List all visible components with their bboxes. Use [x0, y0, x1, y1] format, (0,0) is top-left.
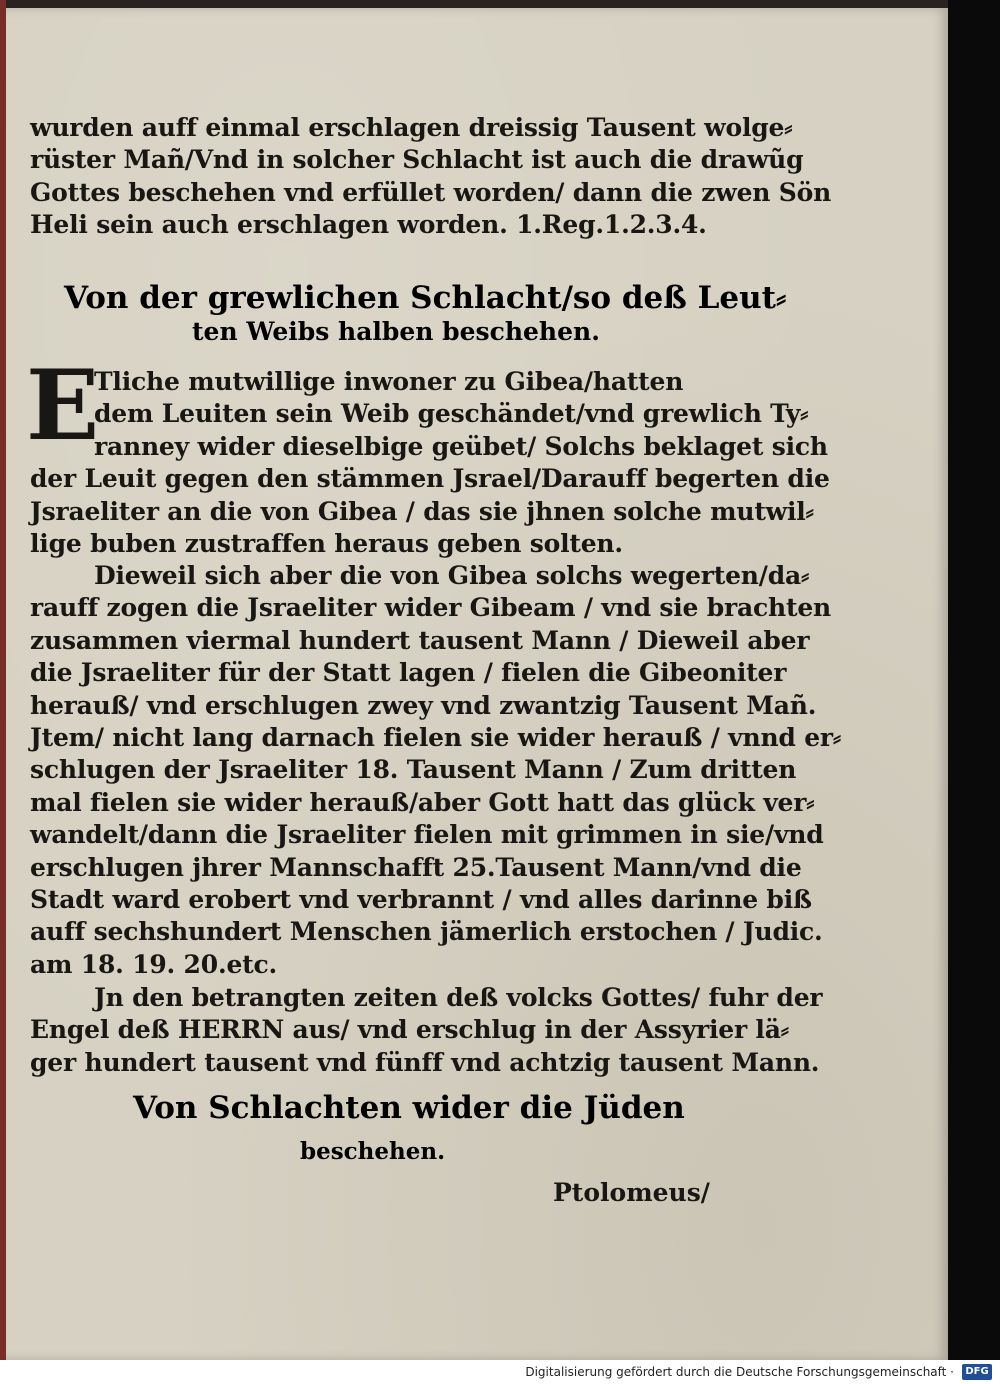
text-line: wurden auff einmal erschlagen dreissig Tausent wolge⸗ — [30, 113, 793, 142]
text-line: rüster Mañ/Vnd in solcher Schlacht ist auch die drawũg — [30, 145, 804, 175]
text-line: ranney wider dieselbige geübet/ Solchs beklaget sich — [94, 431, 828, 461]
section-heading: Von der grewlichen Schlacht/so deß Leut⸗ — [64, 280, 787, 316]
top-paragraph — [30, 112, 832, 242]
text-line: zusammen viermal hundert tausent Mann / Dieweil aber — [30, 625, 810, 655]
text-line: lige buben zustraffen heraus geben solten. — [30, 529, 623, 559]
text-line: wandelt/dann die Jsraeliter fielen mit grimmen in sie/vnd — [30, 820, 824, 850]
section-heading-continued: ten Weibs halben beschehen. — [192, 317, 600, 346]
text-line: rauff zogen die Jsraeliter wider Gibeam / vnd sie brachten — [30, 593, 832, 623]
text-line: Stadt ward erobert vnd verbrannt / vnd alles darinne biß — [30, 885, 812, 915]
initial-letter: E — [26, 349, 100, 462]
text-line: schlugen der Jsraeliter 18. Tausent Mann / Zum dritten — [30, 755, 797, 785]
catchword: Ptolomeus/ — [553, 1178, 710, 1207]
text-line: erschlugen jhrer Mannschafft 25.Tausent Mann/vnd die — [30, 852, 802, 882]
text-line: Jtem/ nicht lang darnach fielen sie wider herauß / vnnd er⸗ — [30, 723, 842, 753]
text-line: Engel deß HERRN aus/ vnd erschlug in der Assyrier lä⸗ — [30, 1015, 789, 1045]
text-line: Gottes beschehen vnd erfüllet worden/ dann die zwen Sön — [30, 177, 832, 207]
text-line: der Leuit gegen den stämmen Jsrael/Darauff begerten die — [30, 464, 830, 494]
dfg-logo-icon: DFG — [962, 1364, 992, 1380]
text-line: Jsraeliter an die von Gibea / das sie jhnen solche mutwil⸗ — [30, 496, 814, 526]
funding-credit: Digitalisierung gefördert durch die Deutsche Forschungsgemeinschaft · — [525, 1365, 954, 1379]
text-line: am 18. 19. 20.etc. — [30, 949, 278, 979]
text-line: Heli sein auch erschlagen worden. 1.Reg.1.2.3.4. — [30, 210, 707, 240]
text-line: Jn den betrangten zeiten deß volcks Gottes/ fuhr der — [94, 983, 823, 1012]
section-heading-2: Von Schlachten wider die Jüden — [133, 1090, 685, 1126]
paragraph-assyrier — [30, 982, 823, 1079]
text-line: ger hundert tausent vnd fünff vnd achtzig tausent Mann. — [30, 1047, 820, 1077]
page-binding-edge — [0, 0, 6, 1360]
page-top-edge — [0, 0, 1000, 8]
text-line: mal fielen sie wider herauß/aber Gott hatt das glück ver⸗ — [30, 787, 815, 817]
text-line: die Jsraeliter für der Statt lagen / fielen die Gibeoniter — [30, 658, 787, 688]
scan-right-margin — [948, 0, 1000, 1360]
text-line: auff sechshundert Menschen jämerlich erstochen / Judic. — [30, 917, 823, 947]
text-line: herauß/ vnd erschlugen zwey vnd zwantzig Tausent Mañ. — [30, 690, 817, 720]
text-line: Dieweil sich aber die von Gibea solchs wegerten/da⸗ — [94, 561, 810, 590]
section-heading-2-continued: beschehen. — [300, 1138, 446, 1165]
text-line: dem Leuiten sein Weib geschändet/vnd grewlich Ty⸗ — [94, 399, 809, 429]
paragraph-israeliter — [30, 560, 842, 981]
text-line: Tliche mutwillige inwoner zu Gibea/hatten — [94, 367, 684, 396]
paragraph-gibea — [30, 366, 830, 560]
